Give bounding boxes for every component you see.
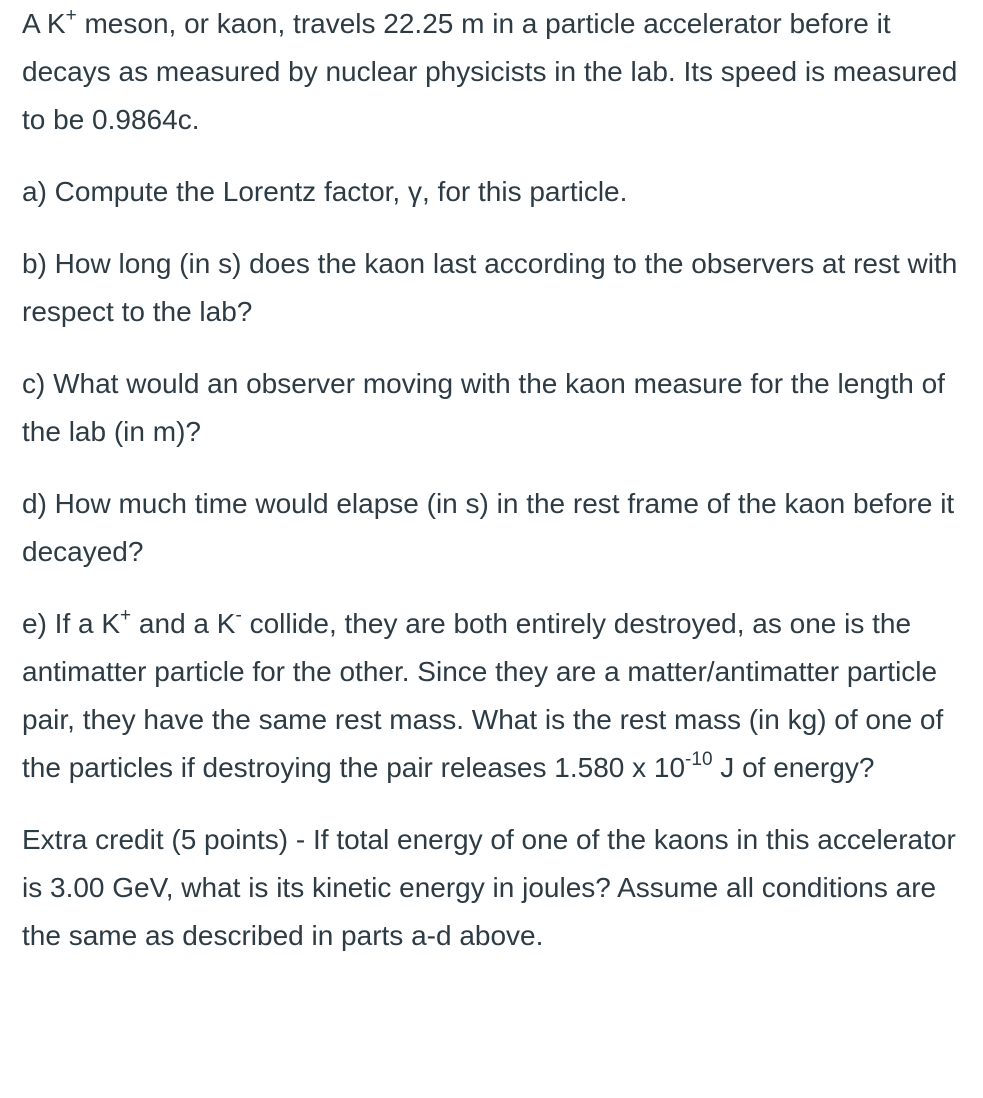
exponent-superscript: -10: [685, 748, 713, 770]
question-e-text-1: e) If a K: [22, 608, 121, 639]
k-plus-superscript: +: [65, 4, 77, 26]
intro-paragraph: [22, 0, 972, 144]
k-minus-superscript: -: [235, 604, 242, 626]
extra-credit: Extra credit (5 points) - If total energy of one of the kaons in this accelerator is 3.00 GeV, what is its kinetic energy in joules? Assume all conditions are the same as described in parts a-d above.: [22, 824, 956, 951]
intro-text-1: A K: [22, 8, 66, 39]
question-a: a) Compute the Lorentz factor, γ, for this particle.: [22, 176, 628, 207]
question-e: [22, 600, 972, 792]
question-e-text-3: collide, they are both entirely destroyed, as one is the antimatter particle for the other. Since they are a matter/antimatter particle pair, they have the same rest mass. What is the rest mass (in kg) of one of the particles if destroying the pair releases 1.580 x 10: [22, 608, 944, 783]
question-d: d) How much time would elapse (in s) in the rest frame of the kaon before it decayed?: [22, 488, 955, 567]
k-plus-superscript: +: [120, 604, 132, 626]
question-e-text-4: J of energy?: [712, 752, 875, 783]
question-e-text-2: and a K: [131, 608, 236, 639]
question-b: b) How long (in s) does the kaon last according to the observers at rest with respect to the lab?: [22, 248, 958, 327]
question-c: c) What would an observer moving with the kaon measure for the length of the lab (in m)?: [22, 368, 945, 447]
problem-text: [22, 0, 972, 984]
intro-text-2: meson, or kaon, travels 22.25 m in a particle accelerator before it decays as measured by nuclear physicists in the lab. Its speed is measured to be 0.9864c.: [22, 8, 958, 135]
